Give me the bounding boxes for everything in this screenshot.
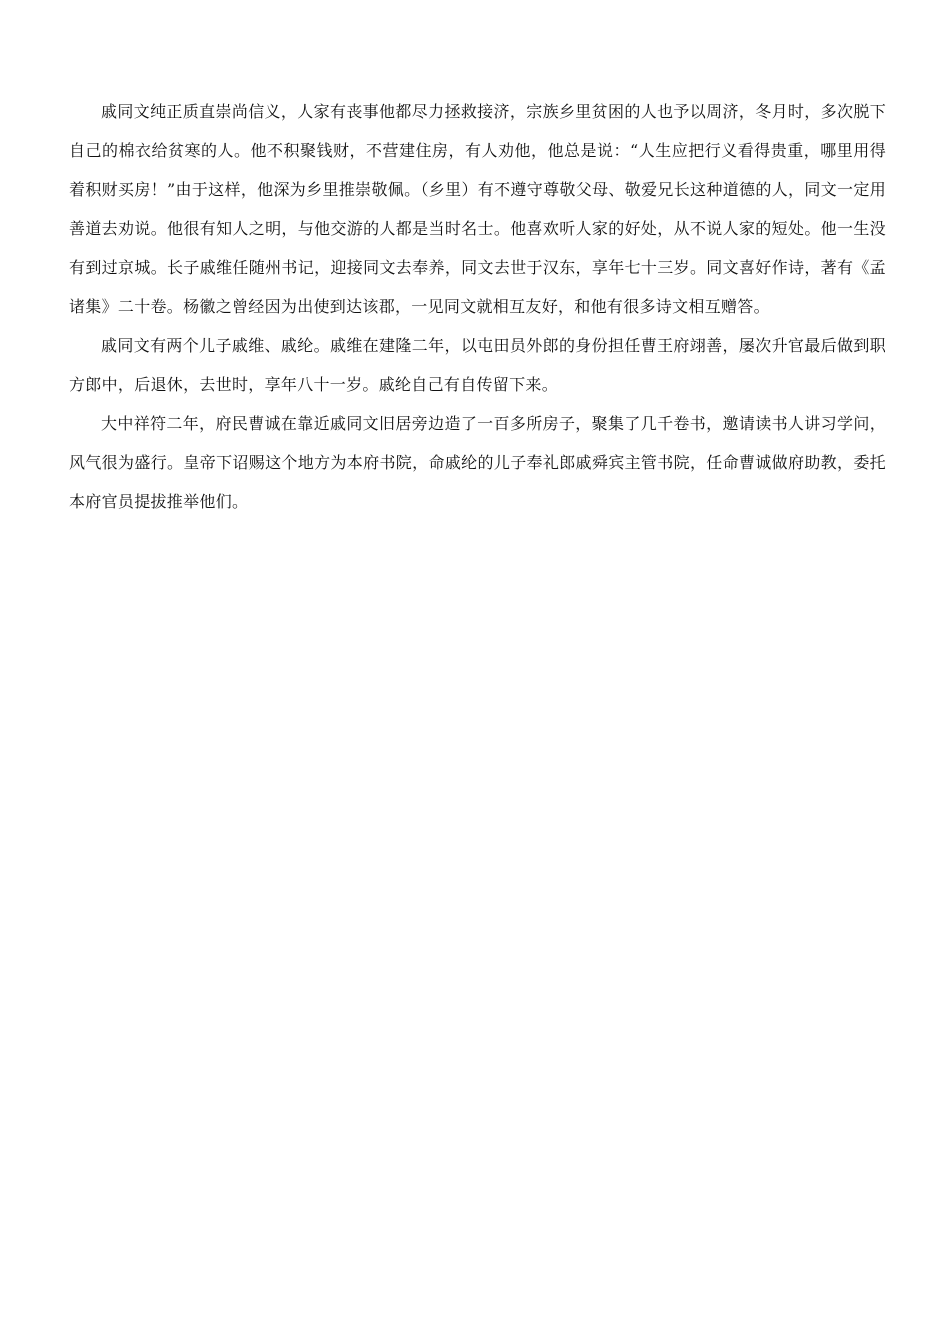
paragraph-3: 大中祥符二年，府民曹诚在靠近戚同文旧居旁边造了一百多所房子，聚集了几千卷书，邀请读书人讲习学问，风气很为盛行。皇帝下诏赐这个地方为本府书院，命戚纶的儿子奉礼郎戚舜宾主管书院，任命曹诚做府助教，委托本府官员提拔推举他们。: [69, 414, 886, 511]
document-body: [69, 92, 886, 521]
paragraph-2: 戚同文有两个儿子戚维、戚纶。戚维在建隆二年，以屯田员外郎的身份担任曹王府翊善，屡次升官最后做到职方郎中，后退休，去世时，享年八十一岁。戚纶自己有自传留下来。: [69, 336, 886, 394]
paragraph-1: 戚同文纯正质直崇尚信义，人家有丧事他都尽力拯救接济，宗族乡里贫困的人也予以周济，冬月时，多次脱下自己的棉衣给贫寒的人。他不积聚钱财，不营建住房，有人劝他，他总是说：“人生应把行义看得贵重，哪里用得着积财买房！”由于这样，他深为乡里推崇敬佩。（乡里）有不遵守尊敬父母、敬爱兄长这种道德的人，同文一定用善道去劝说。他很有知人之明，与他交游的人都是当时名士。他喜欢听人家的好处，从不说人家的短处。他一生没有到过京城。长子戚维任随州书记，迎接同文去奉养，同文去世于汉东，享年七十三岁。同文喜好作诗，著有《孟诸集》二十卷。杨徽之曾经因为出使到达该郡，一见同文就相互友好，和他有很多诗文相互赠答。: [69, 102, 886, 316]
